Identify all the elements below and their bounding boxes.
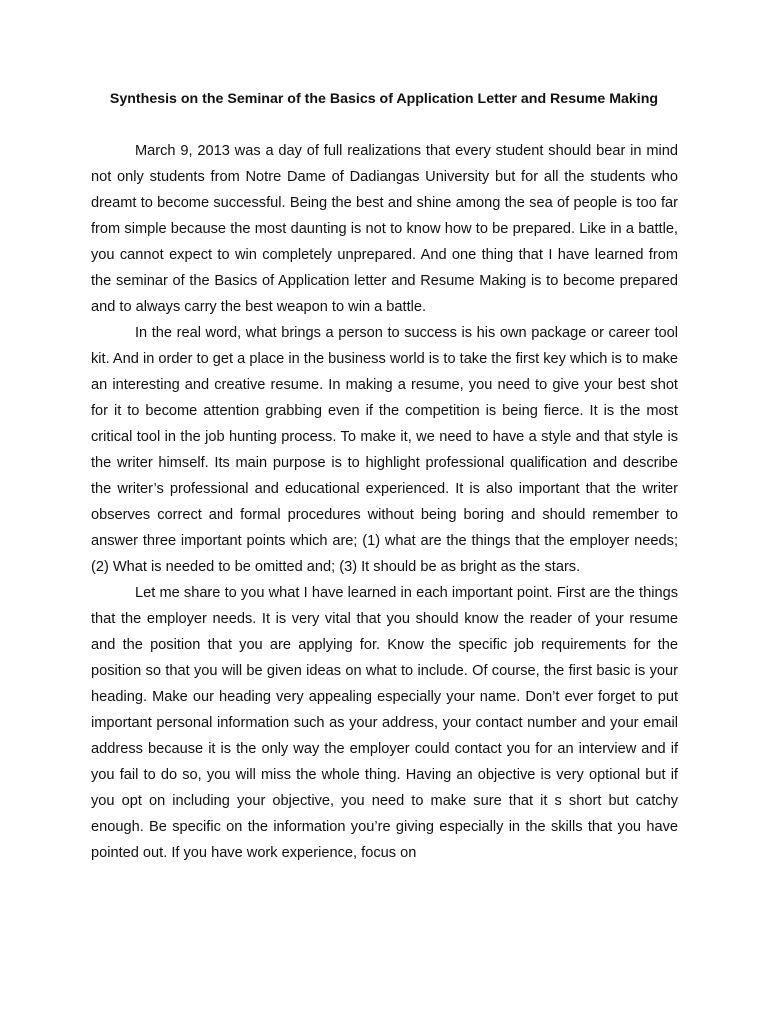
paragraph-1: March 9, 2013 was a day of full realizations that every student should bear in mind not only students from Notre Dame of Dadiangas University but for all the students who dreamt to become successful. Being the best and shine among the sea of people is too far from simple because the most daunting is not to know how to be prepared. Like in a battle, you cannot expect to win completely unprepared. And one thing that I have learned from the seminar of the Basics of Application letter and Resume Making is to become prepared and to always carry the best weapon to win a battle. — [91, 143, 678, 315]
paragraph-2: In the real word, what brings a person to success is his own package or career tool kit. And in order to get a place in the business world is to take the first key which is to make an interesting and creative resume. In making a resume, you need to give your best shot for it to become attention grabbing even if the competition is being fierce. It is the most critical tool in the job hunting process. To make it, we need to have a style and that style is the writer himself. Its main purpose is to highlight professional qualification and describe the writer’s professional and educational experienced. It is also important that the writer observes correct and formal procedures without being boring and should remember to answer three important points which are; (1) what are the things that the employer needs; (2) What is needed to be omitted and; (3) It should be as bright as the stars. — [91, 325, 678, 575]
paragraph-3: Let me share to you what I have learned in each important point. First are the things that the employer needs. It is very vital that you should know the reader of your resume and the position that you are applying for. Know the specific job requirements for the position so that you will be given ideas on what to include. Of course, the first basic is your heading. Make our heading very appealing especially your name. Don’t ever forget to put important personal information such as your address, your contact number and your email address because it is the only way the employer could contact you for an interview and if you fail to do so, you will miss the whole thing. Having an objective is very optional but if you opt on including your objective, you need to make sure that it s short but catchy enough. Be specific on the information you’re giving especially in the skills that you have pointed out. If you have work experience, focus on — [91, 585, 678, 861]
document-body — [91, 138, 678, 866]
document-title: Synthesis on the Seminar of the Basics of Application Letter and Resume Making — [109, 91, 659, 107]
